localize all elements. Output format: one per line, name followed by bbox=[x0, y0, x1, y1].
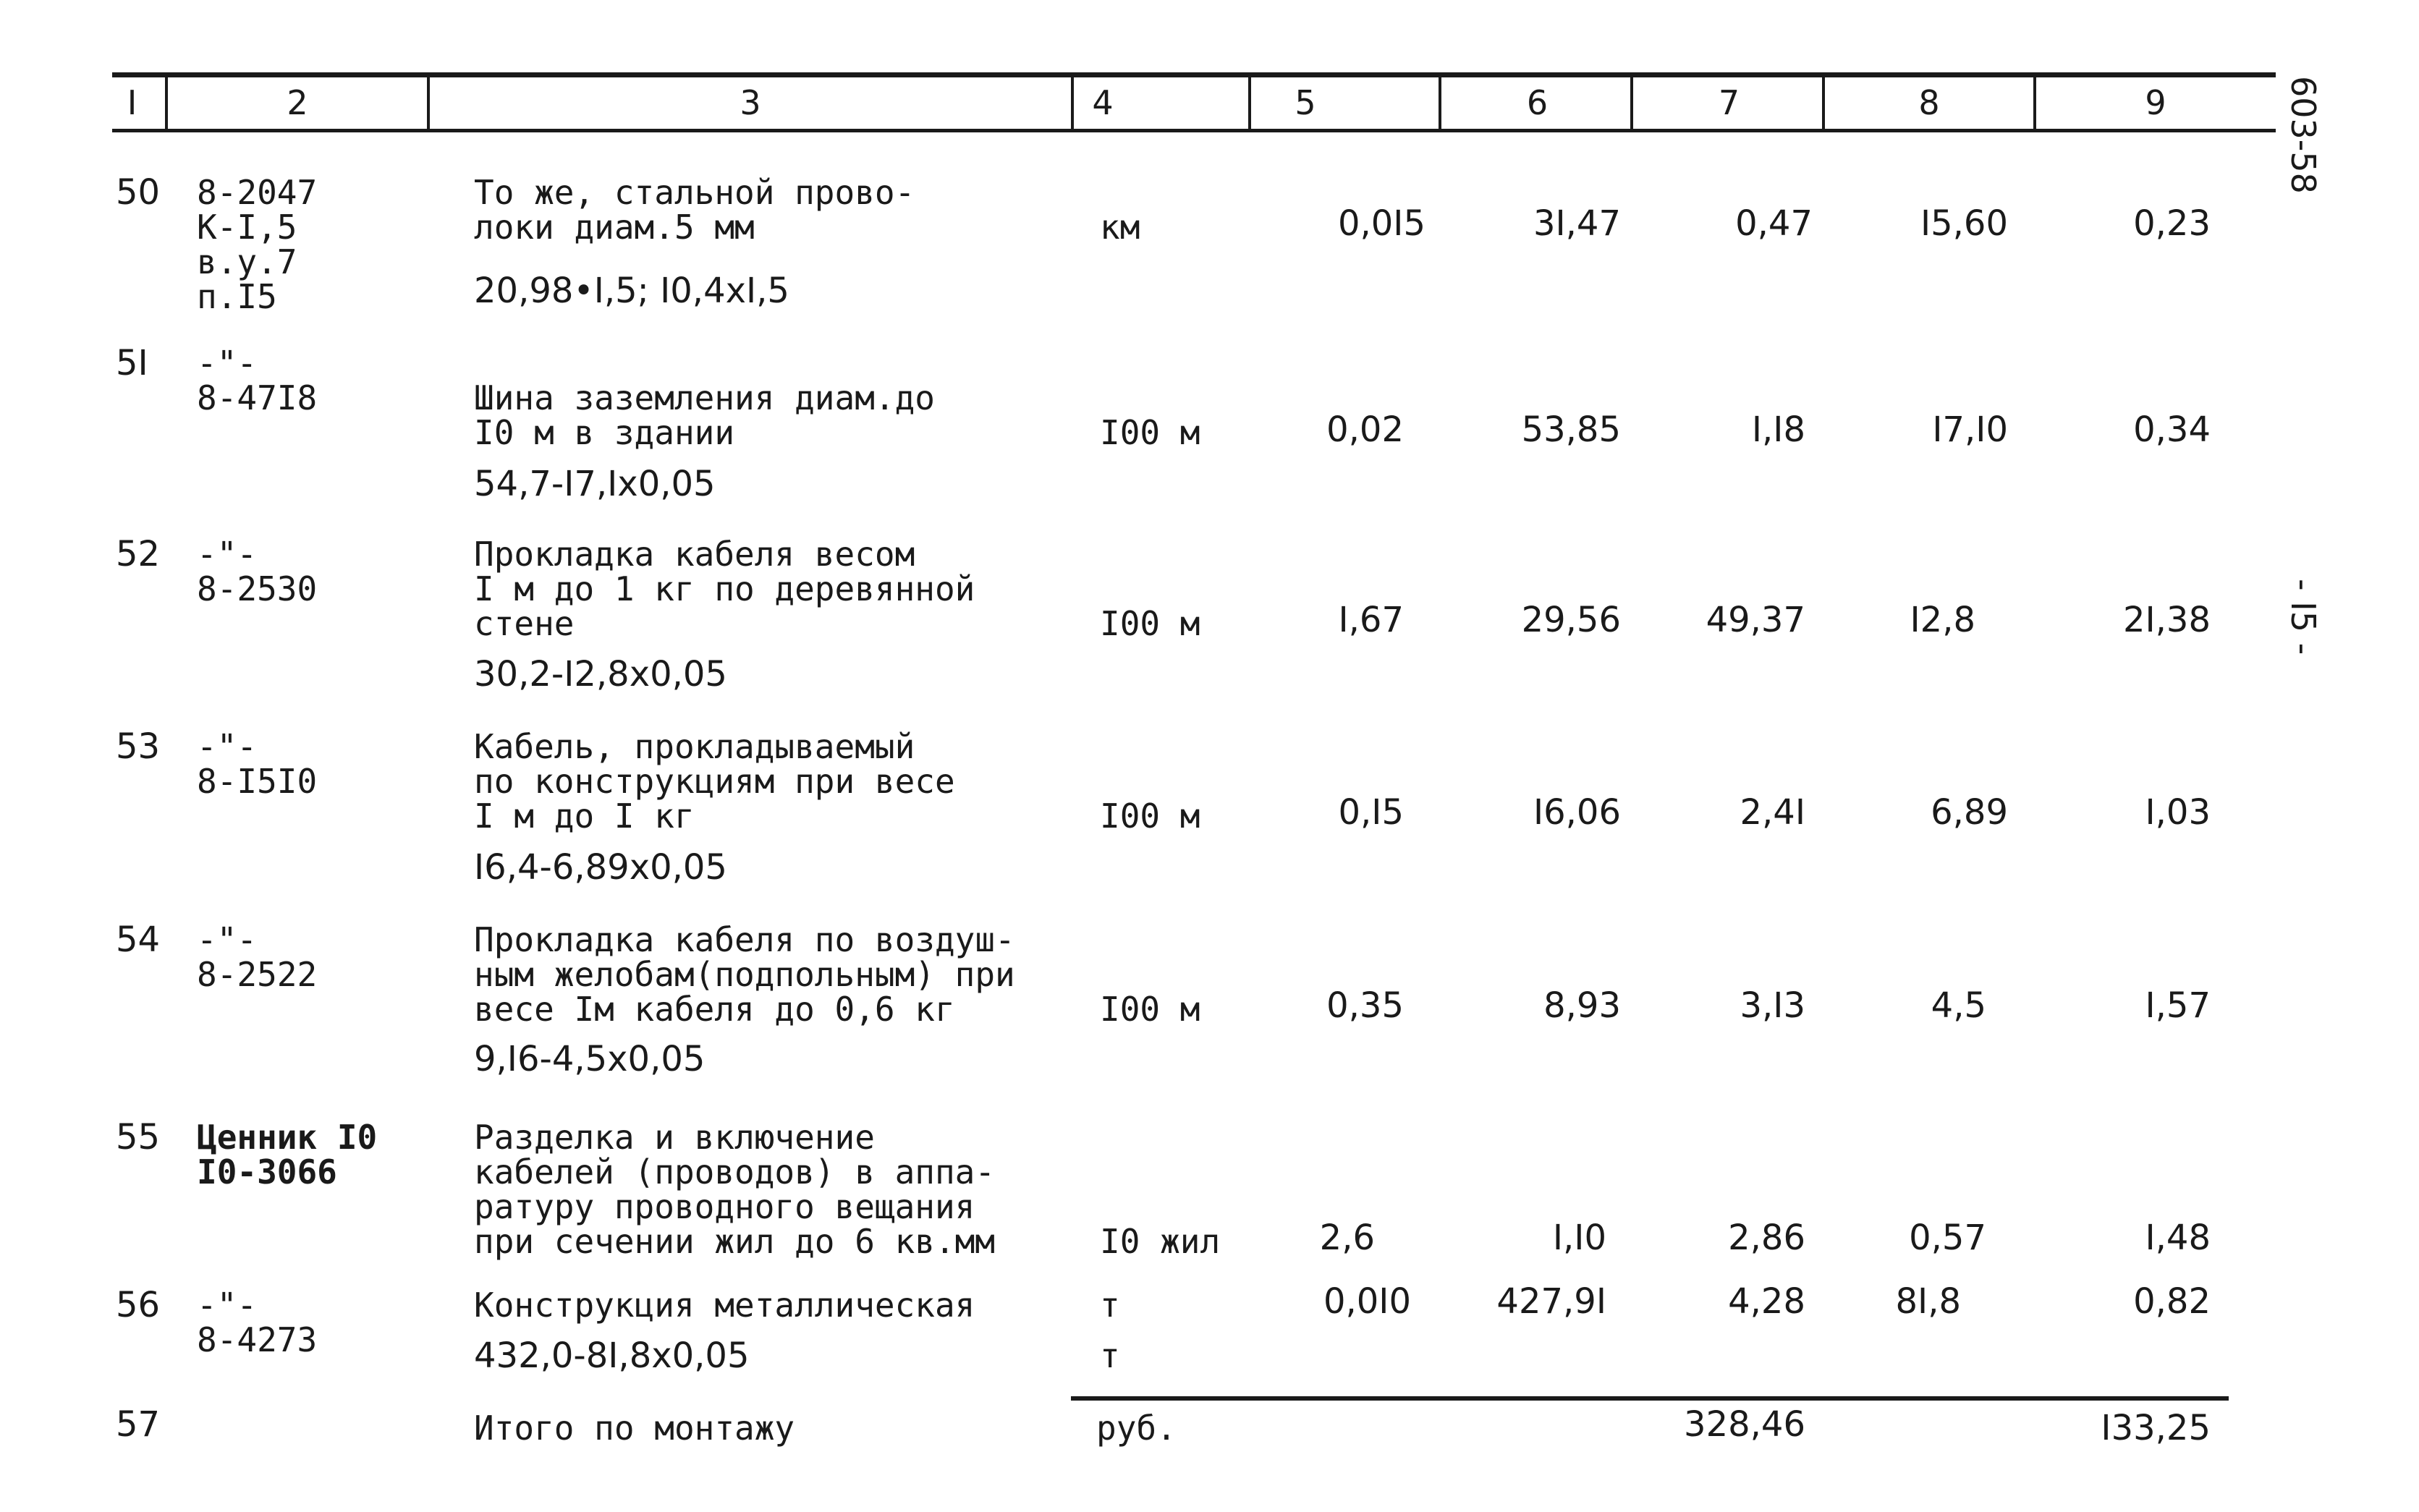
total-cost-sum: 328,46 bbox=[1684, 1404, 1805, 1445]
unit-price: 29,56 bbox=[1521, 600, 1621, 640]
row-number: 53 bbox=[116, 726, 161, 767]
doc-code: 603-58 bbox=[2284, 76, 2323, 194]
total-cost: 3,I3 bbox=[1740, 985, 1805, 1026]
wage-total-sum: I33,25 bbox=[2101, 1408, 2211, 1448]
wage-unit: 8I,8 bbox=[1895, 1281, 1961, 1322]
norm-code: Ценник I0 bbox=[197, 1118, 378, 1157]
work-description: ратуру проводного вещания bbox=[474, 1187, 975, 1226]
unit-price: 3I,47 bbox=[1533, 203, 1621, 244]
work-description: Конструкция металлическая bbox=[474, 1286, 975, 1325]
wage-unit: 6,89 bbox=[1931, 792, 2008, 833]
norm-code: п.I5 bbox=[197, 277, 277, 316]
work-description: I м до I кг bbox=[474, 797, 695, 836]
work-description: кабелей (проводов) в аппа- bbox=[474, 1152, 996, 1192]
work-description: весе Iм кабеля до 0,6 кг bbox=[474, 990, 955, 1029]
work-description: То же, стальной прово- bbox=[474, 173, 915, 212]
total-cost: 49,37 bbox=[1706, 600, 1805, 640]
norm-code: 8-2530 bbox=[197, 569, 318, 608]
row-number: 56 bbox=[116, 1285, 161, 1325]
price-formula: 20,98•I,5; I0,4xI,5 bbox=[474, 271, 789, 311]
norm-code: 8-I5I0 bbox=[197, 762, 318, 801]
row-number: 50 bbox=[116, 172, 161, 213]
total-unit: руб. bbox=[1096, 1409, 1177, 1448]
wage-total: 2I,38 bbox=[2122, 600, 2211, 640]
unit-price: 8,93 bbox=[1543, 985, 1621, 1026]
wage-total: 0,34 bbox=[2133, 409, 2211, 450]
row-number: 54 bbox=[116, 919, 161, 960]
unit: I0 жил bbox=[1100, 1222, 1221, 1261]
price-formula: I6,4-6,89x0,05 bbox=[474, 847, 727, 888]
total-cost: 4,28 bbox=[1728, 1281, 1805, 1322]
norm-code: в.у.7 bbox=[197, 242, 297, 281]
norm-code: -"- bbox=[197, 535, 258, 574]
wage-unit: I2,8 bbox=[1910, 600, 1975, 640]
price-formula: 54,7-I7,Ix0,05 bbox=[474, 464, 716, 504]
price-formula: 9,I6-4,5x0,05 bbox=[474, 1039, 706, 1079]
row-number: 52 bbox=[116, 534, 161, 574]
quantity: 0,0I5 bbox=[1337, 203, 1425, 244]
wage-unit: 0,57 bbox=[1909, 1218, 1986, 1258]
total-cost: 0,47 bbox=[1735, 203, 1813, 244]
price-formula: 30,2-I2,8x0,05 bbox=[474, 654, 727, 695]
wage-unit: I7,I0 bbox=[1932, 409, 2008, 450]
row-number: 55 bbox=[116, 1117, 161, 1158]
work-description: Шина заземления диам.до bbox=[474, 378, 935, 417]
norm-code: 8-2047 bbox=[197, 173, 318, 212]
unit: I00 м bbox=[1100, 990, 1200, 1029]
work-description: I0 м в здании bbox=[474, 413, 735, 452]
total-cost: I,I8 bbox=[1751, 409, 1805, 450]
work-description: Кабель, прокладываемый bbox=[474, 727, 915, 766]
unit-price: 53,85 bbox=[1521, 409, 1621, 450]
header-col-9: 9 bbox=[2145, 83, 2166, 122]
header-col-2: 2 bbox=[287, 83, 308, 122]
quantity: I,67 bbox=[1338, 600, 1404, 640]
total-rule bbox=[1071, 1396, 2229, 1401]
header-bottom-rule bbox=[112, 129, 2276, 132]
wage-unit: I5,60 bbox=[1920, 203, 2008, 244]
total-cost: 2,4I bbox=[1740, 792, 1805, 833]
wage-total: I,03 bbox=[2145, 792, 2211, 833]
norm-code: -"- bbox=[197, 344, 258, 383]
header-col-8: 8 bbox=[1918, 83, 1940, 122]
work-description: ным желобам(подпольным) при bbox=[474, 955, 1015, 994]
wage-total: I,48 bbox=[2145, 1218, 2211, 1258]
total-cost: 2,86 bbox=[1728, 1218, 1805, 1258]
unit-price: I6,06 bbox=[1533, 792, 1621, 833]
price-formula: 432,0-8I,8x0,05 bbox=[474, 1335, 750, 1376]
header-col-4: 4 bbox=[1092, 83, 1114, 122]
work-description: I м до 1 кг по деревянной bbox=[474, 569, 975, 608]
quantity: 2,6 bbox=[1319, 1218, 1375, 1258]
work-description: Прокладка кабеля весом bbox=[474, 535, 915, 574]
page-mark: - I5 - bbox=[2284, 579, 2323, 655]
wage-total: 0,23 bbox=[2133, 203, 2211, 244]
total-label: Итого по монтажу bbox=[474, 1409, 795, 1448]
unit: км bbox=[1100, 208, 1140, 247]
quantity: 0,02 bbox=[1326, 409, 1404, 450]
row-number: 5I bbox=[116, 343, 148, 383]
norm-code: 8-47I8 bbox=[197, 378, 318, 417]
quantity: 0,I5 bbox=[1338, 792, 1404, 833]
quantity: 0,0I0 bbox=[1323, 1281, 1411, 1322]
wage-unit: 4,5 bbox=[1931, 985, 1986, 1026]
norm-code: -"- bbox=[197, 1286, 258, 1325]
unit: I00 м bbox=[1100, 797, 1200, 836]
unit-price: 427,9I bbox=[1496, 1281, 1606, 1322]
wage-total: 0,82 bbox=[2133, 1281, 2211, 1322]
row-number: 57 bbox=[116, 1404, 161, 1445]
header-col-1: I bbox=[127, 83, 137, 122]
header-col-5: 5 bbox=[1295, 83, 1316, 122]
norm-code: I0-3066 bbox=[197, 1152, 337, 1192]
unit: I00 м bbox=[1100, 413, 1200, 452]
norm-code: К-I,5 bbox=[197, 208, 297, 247]
work-description: Разделка и включение bbox=[474, 1118, 875, 1157]
norm-code: 8-2522 bbox=[197, 955, 318, 994]
work-description: локи диам.5 мм bbox=[474, 208, 755, 247]
header-col-7: 7 bbox=[1718, 83, 1740, 122]
norm-code: -"- bbox=[197, 920, 258, 959]
work-description: Прокладка кабеля по воздуш- bbox=[474, 920, 1015, 959]
quantity: 0,35 bbox=[1326, 985, 1404, 1026]
header-col-6: 6 bbox=[1526, 83, 1549, 122]
unit-price: I,I0 bbox=[1552, 1218, 1606, 1258]
unit: I00 м bbox=[1100, 604, 1200, 643]
norm-code: 8-4273 bbox=[197, 1320, 318, 1359]
header-top-rule bbox=[112, 72, 2276, 77]
work-description: по конструкциям при весе bbox=[474, 762, 955, 801]
header-col-3: 3 bbox=[740, 83, 761, 122]
work-description: стене bbox=[474, 604, 575, 643]
unit-secondary: т bbox=[1100, 1336, 1120, 1375]
unit: т bbox=[1100, 1286, 1120, 1325]
norm-code: -"- bbox=[197, 727, 258, 766]
wage-total: I,57 bbox=[2145, 985, 2211, 1026]
work-description: при сечении жил до 6 кв.мм bbox=[474, 1222, 996, 1261]
